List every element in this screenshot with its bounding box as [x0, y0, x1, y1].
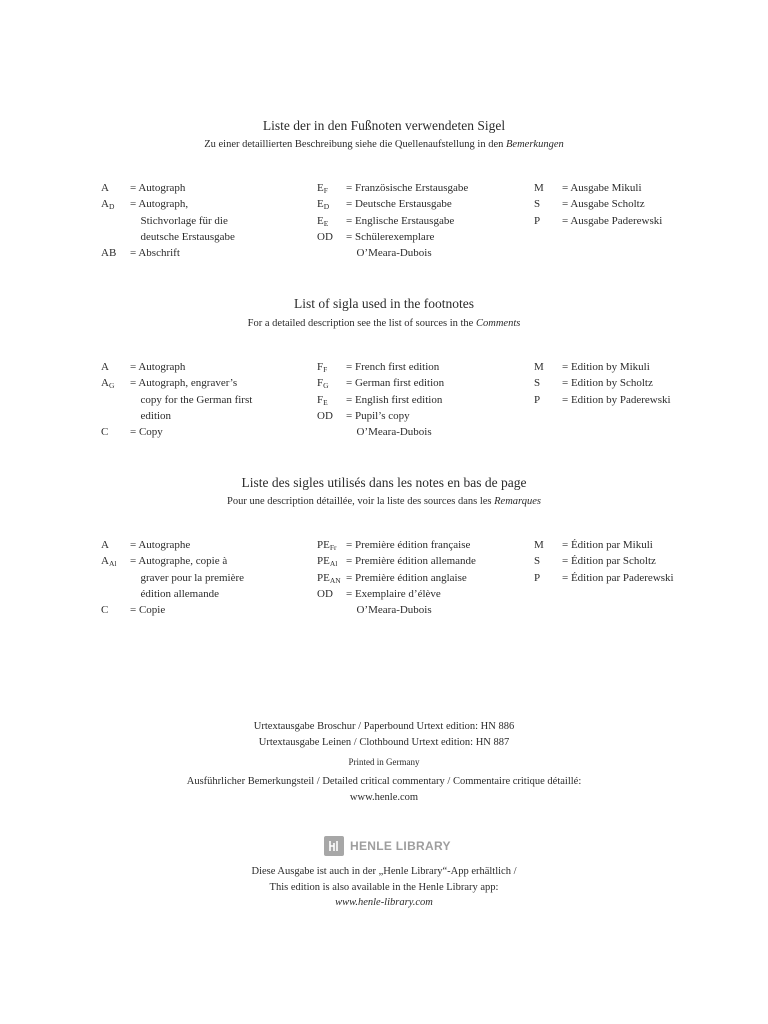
siglum	[101, 359, 109, 375]
description-line: = Première édition allemande	[346, 555, 476, 568]
paperbound-edition-line: Urtextausgabe Broschur / Paperbound Urtext edition: HN 886	[253, 721, 515, 732]
section-subtitle	[0, 496, 768, 507]
siglum-description	[346, 553, 476, 569]
description-line: = Exemplaire d’élève	[346, 587, 441, 600]
siglum	[534, 570, 540, 586]
siglum-description	[346, 359, 439, 375]
siglum	[534, 196, 540, 212]
siglum	[317, 586, 333, 602]
siglum-subscript: AN	[329, 575, 341, 585]
siglum-letters: A	[101, 539, 109, 551]
siglum	[534, 392, 540, 408]
siglum-letters: OD	[317, 230, 333, 243]
siglum-subscript: E	[323, 397, 328, 407]
siglum-subscript: G	[323, 381, 329, 391]
subtitle-text: For a detailed description see the list of sources in the	[247, 318, 476, 329]
description-line: = Edition by Paderewski	[562, 393, 671, 406]
siglum-description	[562, 570, 674, 586]
siglum	[317, 213, 328, 229]
siglum-description	[346, 392, 442, 408]
siglum	[317, 359, 327, 375]
siglum-letters: A	[101, 555, 109, 568]
siglum	[317, 570, 341, 586]
description-line: = Schülerexemplare	[346, 230, 435, 243]
siglum-description	[562, 196, 645, 212]
siglum-description	[346, 196, 452, 212]
clothbound-edition-line: Urtextausgabe Leinen / Clothbound Urtext edition: HN 887	[258, 737, 510, 748]
subtitle-italic-text: Remarques	[494, 496, 541, 507]
description-line: = Autographe	[130, 539, 191, 551]
henle-library-url-link[interactable]: www.henle-library.com	[335, 897, 433, 908]
siglum-letters: E	[317, 182, 324, 194]
description-line: deutsche Erstausgabe	[140, 230, 235, 243]
siglum-description	[346, 213, 454, 229]
henle-url-link[interactable]: www.henle.com	[349, 792, 419, 803]
siglum-letters: AB	[101, 247, 117, 260]
siglum-subscript: Fr	[329, 543, 337, 552]
siglum	[317, 553, 337, 569]
siglum-description	[346, 408, 432, 441]
siglum-subscript: Al	[329, 559, 338, 569]
siglum	[317, 196, 329, 212]
siglum	[101, 245, 116, 261]
siglum-description	[562, 180, 642, 196]
siglum-letters: M	[534, 361, 544, 373]
subtitle-text: Zu einer detaillierten Beschreibung siehe die Quellenaufstellung in den	[204, 139, 507, 150]
description-line: = Autograph	[130, 182, 186, 194]
subtitle-italic-text: Bemerkungen	[506, 139, 564, 150]
description-line: = Autograph, engraver’s	[130, 377, 238, 390]
description-line: Stichvorlage für die	[140, 214, 228, 227]
description-line: = German first edition	[346, 377, 445, 390]
commentary-line: Ausführlicher Bemerkungsteil / Detailed critical commentary / Commentaire critique détaillé:	[186, 776, 582, 787]
siglum	[534, 359, 544, 375]
siglum-subscript: E	[323, 218, 329, 228]
siglum	[534, 537, 544, 553]
siglum-subscript: D	[323, 202, 330, 212]
section-title: List of sigla used in the footnotes	[294, 296, 474, 311]
siglum-letters: PE	[317, 539, 330, 551]
siglum-description	[562, 537, 653, 553]
description-line: = Pupil’s copy	[346, 409, 410, 422]
description-line: O’Meara-Dubois	[356, 247, 432, 260]
siglum-letters: F	[317, 361, 324, 373]
siglum-description	[346, 586, 441, 619]
siglum	[101, 424, 108, 440]
section-title: Liste des sigles utilisés dans les notes en bas de page	[241, 475, 527, 490]
siglum-description	[130, 537, 190, 553]
siglum-description	[562, 213, 662, 229]
siglum	[101, 602, 108, 618]
app-line-en: This edition is also available in the Henle Library app:	[269, 882, 499, 893]
siglum-description	[562, 553, 656, 569]
siglum-letters: M	[534, 539, 544, 551]
subtitle-italic-text: Comments	[475, 318, 521, 329]
siglum-letters: P	[534, 571, 541, 584]
siglum-letters: PE	[317, 555, 330, 568]
siglum-description	[562, 359, 650, 375]
logo-text: HENLE LIBRARY	[350, 839, 451, 853]
description-line: = Autographe, copie à	[130, 555, 228, 568]
description-line: = French first edition	[346, 361, 440, 373]
siglum-letters: F	[317, 393, 324, 406]
description-line: = Première édition anglaise	[346, 571, 467, 584]
siglum	[101, 180, 109, 196]
siglum	[317, 180, 328, 196]
siglum-letters: C	[101, 604, 109, 617]
siglum-letters: A	[101, 182, 109, 194]
siglum-description	[346, 570, 467, 586]
siglum	[317, 392, 328, 408]
siglum-letters: M	[534, 182, 544, 194]
description-line: = Édition par Scholtz	[562, 555, 656, 568]
description-line: edition	[140, 409, 172, 422]
app-line-de: Diese Ausgabe ist auch in der „Henle Library“-App erhältlich /	[251, 866, 517, 877]
siglum	[534, 180, 544, 196]
siglum-description	[130, 424, 163, 440]
siglum-subscript: G	[108, 381, 115, 391]
description-line: = Première édition française	[346, 539, 471, 551]
siglum-description	[562, 392, 671, 408]
description-line: = Edition by Scholtz	[562, 377, 653, 390]
section-subtitle	[0, 139, 768, 150]
description-line: = English first edition	[346, 393, 443, 406]
siglum	[101, 537, 109, 553]
description-line: = Édition par Mikuli	[562, 539, 653, 551]
siglum-description	[346, 537, 470, 553]
siglum-letters: P	[534, 393, 541, 406]
siglum-letters: OD	[317, 409, 333, 422]
siglum-description	[346, 375, 444, 391]
siglum-letters: S	[534, 198, 541, 211]
description-line: = Ausgabe Scholtz	[562, 198, 645, 211]
description-line: = Deutsche Erstausgabe	[346, 198, 452, 211]
description-line: = Autograph	[130, 361, 186, 373]
siglum-description	[130, 180, 185, 196]
siglum-subscript: F	[323, 365, 328, 374]
siglum-letters: OD	[317, 587, 333, 600]
section-title: Liste der in den Fußnoten verwendeten Sigel	[262, 118, 506, 133]
siglum	[534, 213, 540, 229]
siglum-description	[130, 359, 185, 375]
description-line: graver pour la première	[140, 571, 245, 584]
siglum-letters: F	[317, 377, 324, 390]
description-line: = Copy	[130, 426, 163, 439]
description-line: = Abschrift	[130, 247, 180, 260]
siglum-letters: A	[101, 198, 109, 211]
description-line: édition allemande	[140, 587, 219, 600]
description-line: = Édition par Paderewski	[562, 571, 674, 584]
description-line: = Englische Erstausgabe	[346, 214, 455, 227]
siglum-description	[130, 196, 235, 245]
siglum-letters: A	[101, 377, 109, 390]
siglum	[534, 375, 540, 391]
siglum-letters: S	[534, 377, 541, 390]
henle-library-logo	[324, 835, 451, 857]
henle-logo-icon	[324, 836, 344, 856]
siglum-letters: PE	[317, 571, 330, 584]
siglum-subscript: F	[323, 186, 328, 195]
siglum	[534, 553, 540, 569]
description-line: O’Meara-Dubois	[356, 426, 432, 439]
siglum-description	[130, 375, 252, 424]
description-line: copy for the German first	[140, 393, 253, 406]
description-line: = Autograph,	[130, 198, 189, 211]
siglum	[317, 408, 333, 424]
siglum-description	[130, 602, 165, 618]
siglum	[317, 229, 333, 245]
siglum-letters: S	[534, 555, 541, 568]
description-line: = Ausgabe Paderewski	[562, 214, 663, 227]
siglum-letters: E	[317, 214, 324, 227]
siglum	[101, 196, 114, 212]
section-subtitle	[0, 318, 768, 329]
siglum-letters: P	[534, 214, 541, 227]
siglum-description	[130, 245, 180, 261]
printed-in-line: Printed in Germany	[348, 757, 420, 767]
siglum	[101, 553, 116, 569]
description-line: = Edition by Mikuli	[562, 361, 650, 373]
description-line: = Ausgabe Mikuli	[562, 182, 642, 194]
siglum-letters: E	[317, 198, 324, 211]
siglum-subscript: Al	[108, 559, 117, 569]
description-line: = Copie	[130, 604, 166, 617]
siglum-letters: C	[101, 426, 109, 439]
siglum-description	[346, 180, 468, 196]
description-line: O’Meara-Dubois	[356, 604, 432, 617]
siglum-letters: A	[101, 361, 109, 373]
subtitle-text: Pour une description détaillée, voir la liste des sources dans les	[227, 496, 495, 507]
siglum-description	[346, 229, 434, 262]
siglum	[317, 375, 329, 391]
siglum-subscript: D	[108, 202, 115, 212]
siglum	[101, 375, 114, 391]
siglum-description	[562, 375, 653, 391]
description-line: = Französische Erstausgabe	[346, 182, 469, 194]
siglum-description	[130, 553, 244, 602]
siglum	[317, 537, 337, 553]
